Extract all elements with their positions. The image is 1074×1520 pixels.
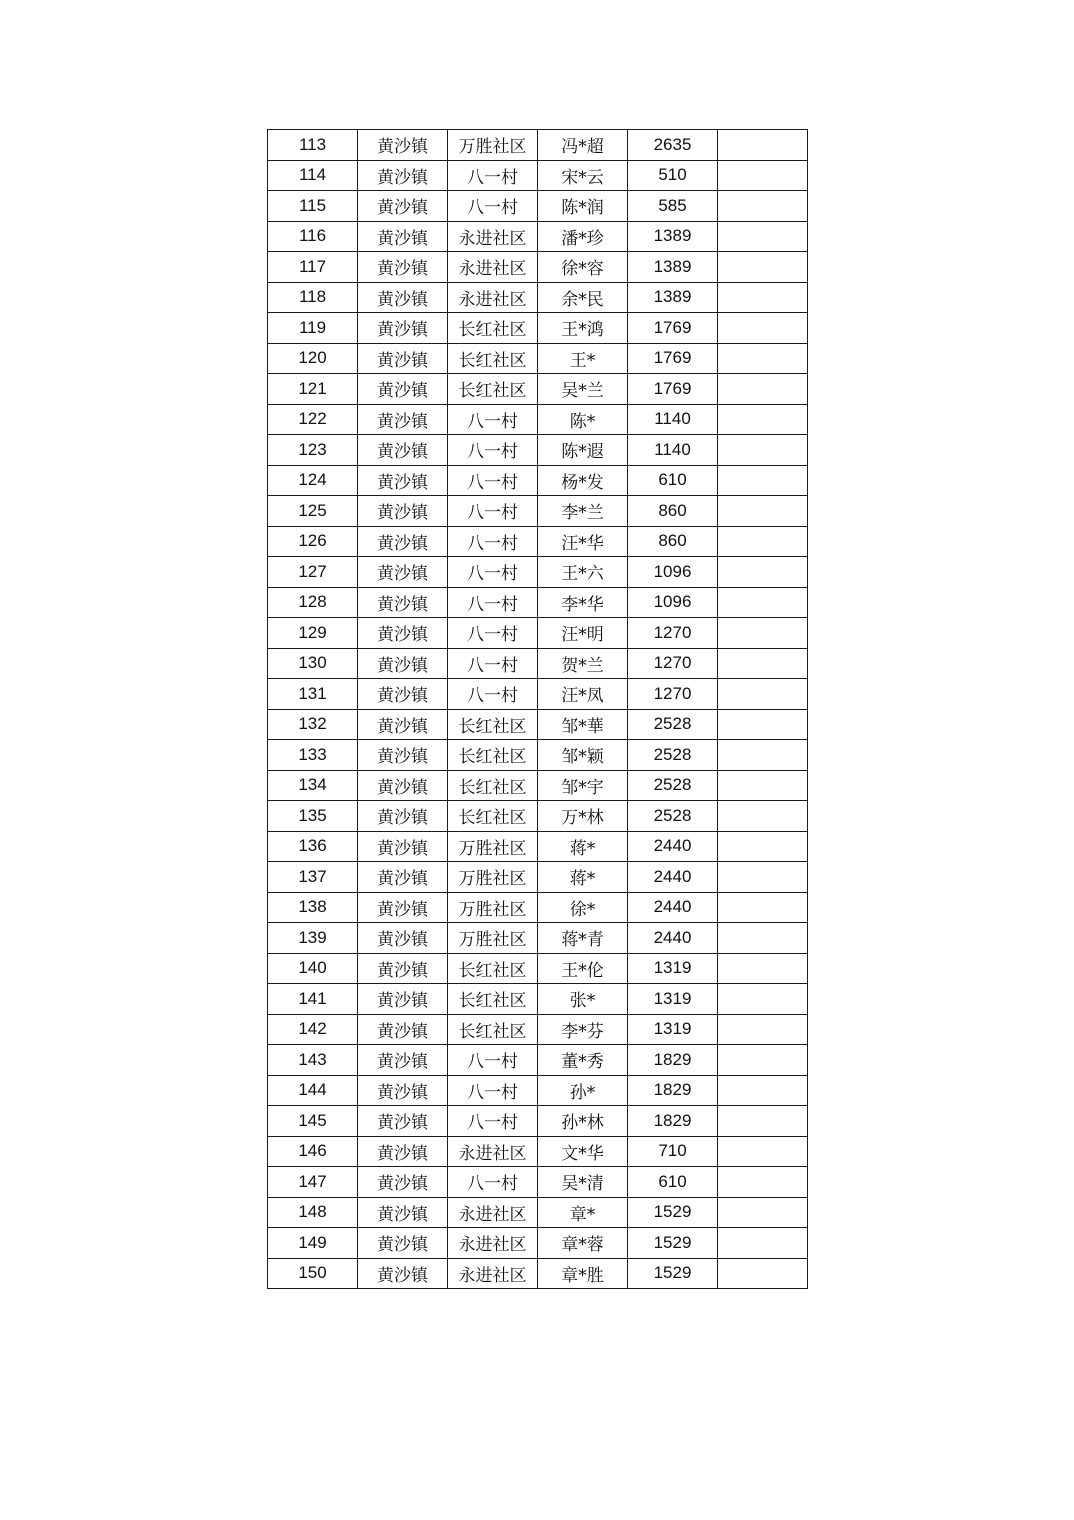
cell-town: 黄沙镇 bbox=[358, 191, 448, 222]
cell-community: 永进社区 bbox=[448, 1136, 538, 1167]
cell-person-name: 宋*云 bbox=[538, 160, 628, 191]
cell-town: 黄沙镇 bbox=[358, 801, 448, 832]
cell-amount: 1096 bbox=[628, 587, 718, 618]
cell-community: 永进社区 bbox=[448, 252, 538, 283]
cell-town: 黄沙镇 bbox=[358, 343, 448, 374]
cell-serial-number: 116 bbox=[268, 221, 358, 252]
table-row bbox=[268, 1075, 808, 1106]
table-row bbox=[268, 1228, 808, 1259]
table-row bbox=[268, 313, 808, 344]
cell-town: 黄沙镇 bbox=[358, 862, 448, 893]
cell-person-name: 陈*遐 bbox=[538, 435, 628, 466]
cell-note bbox=[718, 1106, 808, 1137]
cell-serial-number: 140 bbox=[268, 953, 358, 984]
cell-serial-number: 128 bbox=[268, 587, 358, 618]
cell-serial-number: 136 bbox=[268, 831, 358, 862]
table-row bbox=[268, 160, 808, 191]
cell-community: 八一村 bbox=[448, 1075, 538, 1106]
cell-note bbox=[718, 831, 808, 862]
table-row bbox=[268, 374, 808, 405]
cell-person-name: 徐* bbox=[538, 892, 628, 923]
cell-person-name: 蒋* bbox=[538, 831, 628, 862]
cell-serial-number: 132 bbox=[268, 709, 358, 740]
table-row bbox=[268, 252, 808, 283]
cell-serial-number: 134 bbox=[268, 770, 358, 801]
cell-community: 八一村 bbox=[448, 404, 538, 435]
cell-community: 八一村 bbox=[448, 191, 538, 222]
table-row bbox=[268, 1197, 808, 1228]
cell-note bbox=[718, 709, 808, 740]
cell-note bbox=[718, 923, 808, 954]
cell-community: 长红社区 bbox=[448, 801, 538, 832]
cell-amount: 2440 bbox=[628, 892, 718, 923]
cell-community: 长红社区 bbox=[448, 343, 538, 374]
table-row bbox=[268, 648, 808, 679]
cell-community: 长红社区 bbox=[448, 709, 538, 740]
cell-person-name: 冯*超 bbox=[538, 130, 628, 161]
cell-community: 八一村 bbox=[448, 1106, 538, 1137]
cell-note bbox=[718, 1167, 808, 1198]
cell-serial-number: 113 bbox=[268, 130, 358, 161]
cell-town: 黄沙镇 bbox=[358, 130, 448, 161]
cell-person-name: 陈* bbox=[538, 404, 628, 435]
table-row bbox=[268, 587, 808, 618]
cell-note bbox=[718, 618, 808, 649]
cell-town: 黄沙镇 bbox=[358, 1014, 448, 1045]
cell-person-name: 汪*华 bbox=[538, 526, 628, 557]
data-table bbox=[267, 129, 808, 1289]
cell-serial-number: 117 bbox=[268, 252, 358, 283]
cell-note bbox=[718, 435, 808, 466]
cell-town: 黄沙镇 bbox=[358, 252, 448, 283]
cell-town: 黄沙镇 bbox=[358, 587, 448, 618]
cell-town: 黄沙镇 bbox=[358, 1197, 448, 1228]
cell-amount: 2635 bbox=[628, 130, 718, 161]
cell-note bbox=[718, 801, 808, 832]
cell-note bbox=[718, 496, 808, 527]
table-row bbox=[268, 679, 808, 710]
cell-note bbox=[718, 1258, 808, 1289]
cell-serial-number: 115 bbox=[268, 191, 358, 222]
cell-serial-number: 143 bbox=[268, 1045, 358, 1076]
cell-amount: 1096 bbox=[628, 557, 718, 588]
cell-note bbox=[718, 282, 808, 313]
cell-amount: 2528 bbox=[628, 709, 718, 740]
cell-note bbox=[718, 465, 808, 496]
cell-person-name: 蒋*青 bbox=[538, 923, 628, 954]
cell-town: 黄沙镇 bbox=[358, 404, 448, 435]
cell-town: 黄沙镇 bbox=[358, 1167, 448, 1198]
table-row bbox=[268, 465, 808, 496]
cell-town: 黄沙镇 bbox=[358, 1045, 448, 1076]
cell-amount: 1319 bbox=[628, 984, 718, 1015]
cell-community: 长红社区 bbox=[448, 740, 538, 771]
cell-town: 黄沙镇 bbox=[358, 618, 448, 649]
cell-town: 黄沙镇 bbox=[358, 557, 448, 588]
cell-note bbox=[718, 130, 808, 161]
cell-person-name: 汪*明 bbox=[538, 618, 628, 649]
cell-note bbox=[718, 1014, 808, 1045]
cell-note bbox=[718, 557, 808, 588]
cell-community: 八一村 bbox=[448, 160, 538, 191]
cell-amount: 2528 bbox=[628, 770, 718, 801]
table-row bbox=[268, 770, 808, 801]
cell-serial-number: 139 bbox=[268, 923, 358, 954]
cell-town: 黄沙镇 bbox=[358, 923, 448, 954]
cell-amount: 1270 bbox=[628, 679, 718, 710]
table-row bbox=[268, 404, 808, 435]
cell-community: 万胜社区 bbox=[448, 130, 538, 161]
cell-person-name: 孙* bbox=[538, 1075, 628, 1106]
cell-note bbox=[718, 1045, 808, 1076]
cell-amount: 1529 bbox=[628, 1228, 718, 1259]
cell-town: 黄沙镇 bbox=[358, 984, 448, 1015]
cell-community: 万胜社区 bbox=[448, 862, 538, 893]
cell-amount: 2440 bbox=[628, 831, 718, 862]
cell-serial-number: 126 bbox=[268, 526, 358, 557]
cell-amount: 2528 bbox=[628, 740, 718, 771]
cell-town: 黄沙镇 bbox=[358, 1258, 448, 1289]
cell-note bbox=[718, 770, 808, 801]
cell-serial-number: 131 bbox=[268, 679, 358, 710]
table-row bbox=[268, 1045, 808, 1076]
cell-note bbox=[718, 160, 808, 191]
cell-amount: 710 bbox=[628, 1136, 718, 1167]
cell-amount: 860 bbox=[628, 526, 718, 557]
cell-amount: 1319 bbox=[628, 1014, 718, 1045]
cell-note bbox=[718, 953, 808, 984]
cell-community: 永进社区 bbox=[448, 282, 538, 313]
cell-community: 八一村 bbox=[448, 1167, 538, 1198]
cell-note bbox=[718, 252, 808, 283]
cell-amount: 1529 bbox=[628, 1197, 718, 1228]
cell-town: 黄沙镇 bbox=[358, 892, 448, 923]
cell-serial-number: 146 bbox=[268, 1136, 358, 1167]
cell-serial-number: 118 bbox=[268, 282, 358, 313]
cell-amount: 1769 bbox=[628, 313, 718, 344]
cell-community: 永进社区 bbox=[448, 1228, 538, 1259]
cell-town: 黄沙镇 bbox=[358, 953, 448, 984]
cell-note bbox=[718, 374, 808, 405]
cell-community: 万胜社区 bbox=[448, 831, 538, 862]
cell-person-name: 贺*兰 bbox=[538, 648, 628, 679]
table-row bbox=[268, 1258, 808, 1289]
table-row bbox=[268, 221, 808, 252]
cell-community: 八一村 bbox=[448, 435, 538, 466]
cell-serial-number: 149 bbox=[268, 1228, 358, 1259]
cell-person-name: 陈*润 bbox=[538, 191, 628, 222]
cell-amount: 860 bbox=[628, 496, 718, 527]
table-row bbox=[268, 282, 808, 313]
cell-community: 长红社区 bbox=[448, 953, 538, 984]
cell-town: 黄沙镇 bbox=[358, 1136, 448, 1167]
table-row bbox=[268, 618, 808, 649]
cell-note bbox=[718, 984, 808, 1015]
cell-serial-number: 147 bbox=[268, 1167, 358, 1198]
cell-serial-number: 138 bbox=[268, 892, 358, 923]
cell-community: 永进社区 bbox=[448, 221, 538, 252]
cell-community: 长红社区 bbox=[448, 770, 538, 801]
cell-town: 黄沙镇 bbox=[358, 770, 448, 801]
cell-person-name: 章*胜 bbox=[538, 1258, 628, 1289]
cell-community: 八一村 bbox=[448, 648, 538, 679]
table-row bbox=[268, 892, 808, 923]
cell-town: 黄沙镇 bbox=[358, 313, 448, 344]
cell-serial-number: 124 bbox=[268, 465, 358, 496]
cell-note bbox=[718, 343, 808, 374]
cell-person-name: 邹*華 bbox=[538, 709, 628, 740]
cell-town: 黄沙镇 bbox=[358, 496, 448, 527]
cell-amount: 1319 bbox=[628, 953, 718, 984]
cell-amount: 1270 bbox=[628, 648, 718, 679]
cell-note bbox=[718, 1136, 808, 1167]
cell-serial-number: 122 bbox=[268, 404, 358, 435]
cell-community: 万胜社区 bbox=[448, 923, 538, 954]
cell-note bbox=[718, 1228, 808, 1259]
cell-serial-number: 120 bbox=[268, 343, 358, 374]
cell-person-name: 王*鸿 bbox=[538, 313, 628, 344]
cell-person-name: 孙*林 bbox=[538, 1106, 628, 1137]
cell-community: 永进社区 bbox=[448, 1258, 538, 1289]
cell-town: 黄沙镇 bbox=[358, 648, 448, 679]
cell-serial-number: 133 bbox=[268, 740, 358, 771]
cell-person-name: 李*芬 bbox=[538, 1014, 628, 1045]
table-row bbox=[268, 1014, 808, 1045]
cell-town: 黄沙镇 bbox=[358, 465, 448, 496]
cell-person-name: 章* bbox=[538, 1197, 628, 1228]
cell-community: 永进社区 bbox=[448, 1197, 538, 1228]
table-row bbox=[268, 191, 808, 222]
table-row bbox=[268, 923, 808, 954]
cell-note bbox=[718, 313, 808, 344]
cell-amount: 1140 bbox=[628, 435, 718, 466]
cell-note bbox=[718, 221, 808, 252]
cell-person-name: 邹*宇 bbox=[538, 770, 628, 801]
cell-town: 黄沙镇 bbox=[358, 221, 448, 252]
table-row bbox=[268, 557, 808, 588]
cell-person-name: 余*民 bbox=[538, 282, 628, 313]
cell-note bbox=[718, 892, 808, 923]
table-row bbox=[268, 831, 808, 862]
table-row bbox=[268, 1167, 808, 1198]
cell-serial-number: 125 bbox=[268, 496, 358, 527]
table-row bbox=[268, 984, 808, 1015]
cell-note bbox=[718, 404, 808, 435]
cell-amount: 1529 bbox=[628, 1258, 718, 1289]
cell-person-name: 李*华 bbox=[538, 587, 628, 618]
cell-note bbox=[718, 1197, 808, 1228]
cell-town: 黄沙镇 bbox=[358, 282, 448, 313]
cell-amount: 1829 bbox=[628, 1075, 718, 1106]
cell-community: 八一村 bbox=[448, 1045, 538, 1076]
cell-town: 黄沙镇 bbox=[358, 831, 448, 862]
cell-town: 黄沙镇 bbox=[358, 709, 448, 740]
cell-community: 万胜社区 bbox=[448, 892, 538, 923]
cell-amount: 2440 bbox=[628, 923, 718, 954]
cell-community: 长红社区 bbox=[448, 374, 538, 405]
cell-town: 黄沙镇 bbox=[358, 679, 448, 710]
cell-community: 八一村 bbox=[448, 679, 538, 710]
cell-serial-number: 123 bbox=[268, 435, 358, 466]
cell-town: 黄沙镇 bbox=[358, 740, 448, 771]
cell-person-name: 王*六 bbox=[538, 557, 628, 588]
cell-person-name: 万*林 bbox=[538, 801, 628, 832]
cell-note bbox=[718, 191, 808, 222]
cell-serial-number: 130 bbox=[268, 648, 358, 679]
cell-community: 八一村 bbox=[448, 557, 538, 588]
cell-amount: 1829 bbox=[628, 1045, 718, 1076]
cell-amount: 1769 bbox=[628, 343, 718, 374]
cell-serial-number: 137 bbox=[268, 862, 358, 893]
cell-person-name: 李*兰 bbox=[538, 496, 628, 527]
table-row bbox=[268, 801, 808, 832]
cell-community: 八一村 bbox=[448, 618, 538, 649]
cell-amount: 1829 bbox=[628, 1106, 718, 1137]
cell-person-name: 蒋* bbox=[538, 862, 628, 893]
cell-amount: 1389 bbox=[628, 282, 718, 313]
cell-amount: 610 bbox=[628, 1167, 718, 1198]
cell-town: 黄沙镇 bbox=[358, 1106, 448, 1137]
cell-amount: 585 bbox=[628, 191, 718, 222]
table-row bbox=[268, 343, 808, 374]
cell-serial-number: 114 bbox=[268, 160, 358, 191]
cell-community: 八一村 bbox=[448, 465, 538, 496]
cell-note bbox=[718, 648, 808, 679]
cell-serial-number: 119 bbox=[268, 313, 358, 344]
cell-town: 黄沙镇 bbox=[358, 435, 448, 466]
cell-community: 长红社区 bbox=[448, 313, 538, 344]
cell-note bbox=[718, 1075, 808, 1106]
cell-community: 长红社区 bbox=[448, 984, 538, 1015]
cell-serial-number: 141 bbox=[268, 984, 358, 1015]
cell-town: 黄沙镇 bbox=[358, 1228, 448, 1259]
cell-person-name: 文*华 bbox=[538, 1136, 628, 1167]
cell-serial-number: 135 bbox=[268, 801, 358, 832]
cell-community: 八一村 bbox=[448, 587, 538, 618]
cell-person-name: 吴*清 bbox=[538, 1167, 628, 1198]
cell-amount: 510 bbox=[628, 160, 718, 191]
table-row bbox=[268, 709, 808, 740]
cell-note bbox=[718, 862, 808, 893]
cell-community: 八一村 bbox=[448, 496, 538, 527]
cell-person-name: 邹*颖 bbox=[538, 740, 628, 771]
cell-serial-number: 145 bbox=[268, 1106, 358, 1137]
cell-serial-number: 142 bbox=[268, 1014, 358, 1045]
cell-person-name: 徐*容 bbox=[538, 252, 628, 283]
cell-amount: 1389 bbox=[628, 252, 718, 283]
cell-amount: 610 bbox=[628, 465, 718, 496]
cell-note bbox=[718, 679, 808, 710]
cell-amount: 2528 bbox=[628, 801, 718, 832]
cell-amount: 1389 bbox=[628, 221, 718, 252]
cell-town: 黄沙镇 bbox=[358, 526, 448, 557]
cell-person-name: 吴*兰 bbox=[538, 374, 628, 405]
cell-amount: 1270 bbox=[628, 618, 718, 649]
cell-person-name: 张* bbox=[538, 984, 628, 1015]
cell-person-name: 章*蓉 bbox=[538, 1228, 628, 1259]
table-row bbox=[268, 435, 808, 466]
cell-serial-number: 144 bbox=[268, 1075, 358, 1106]
cell-person-name: 汪*凤 bbox=[538, 679, 628, 710]
cell-amount: 2440 bbox=[628, 862, 718, 893]
table-row bbox=[268, 862, 808, 893]
cell-person-name: 王*伦 bbox=[538, 953, 628, 984]
cell-person-name: 潘*珍 bbox=[538, 221, 628, 252]
cell-note bbox=[718, 740, 808, 771]
table-row bbox=[268, 953, 808, 984]
cell-town: 黄沙镇 bbox=[358, 160, 448, 191]
cell-community: 八一村 bbox=[448, 526, 538, 557]
cell-person-name: 王* bbox=[538, 343, 628, 374]
table-row bbox=[268, 740, 808, 771]
table-row bbox=[268, 130, 808, 161]
table-row bbox=[268, 1106, 808, 1137]
cell-serial-number: 127 bbox=[268, 557, 358, 588]
cell-community: 长红社区 bbox=[448, 1014, 538, 1045]
table-body bbox=[268, 130, 808, 1289]
cell-town: 黄沙镇 bbox=[358, 374, 448, 405]
table-row bbox=[268, 496, 808, 527]
cell-serial-number: 150 bbox=[268, 1258, 358, 1289]
cell-serial-number: 129 bbox=[268, 618, 358, 649]
cell-amount: 1769 bbox=[628, 374, 718, 405]
cell-person-name: 杨*发 bbox=[538, 465, 628, 496]
cell-town: 黄沙镇 bbox=[358, 1075, 448, 1106]
table-row bbox=[268, 1136, 808, 1167]
cell-note bbox=[718, 526, 808, 557]
cell-note bbox=[718, 587, 808, 618]
cell-person-name: 董*秀 bbox=[538, 1045, 628, 1076]
table-row bbox=[268, 526, 808, 557]
cell-serial-number: 121 bbox=[268, 374, 358, 405]
cell-amount: 1140 bbox=[628, 404, 718, 435]
cell-serial-number: 148 bbox=[268, 1197, 358, 1228]
